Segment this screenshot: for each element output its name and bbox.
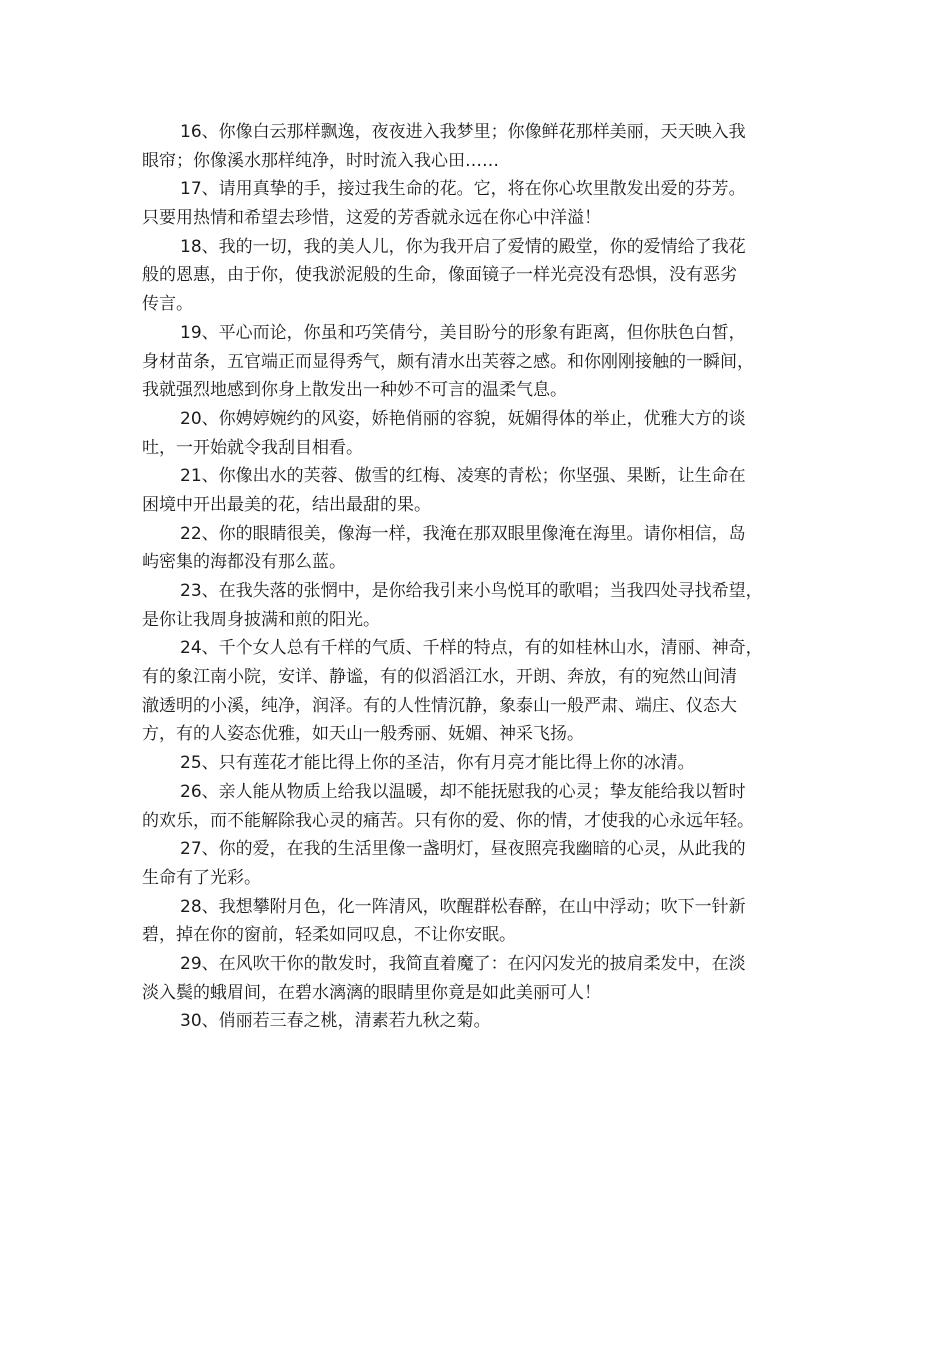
text-line: 困境中开出最美的花，结出最甜的果。 — [142, 494, 431, 515]
text-line: 26、亲人能从物质上给我以温暖，却不能抚慰我的心灵；挚友能给我以暂时 — [180, 781, 746, 802]
text-line: 24、千个女人总有千样的气质、千样的特点，有的如桂林山水，清丽、神奇， — [180, 638, 763, 659]
text-line: 21、你像出水的芙蓉、傲雪的红梅、凌寒的青松；你坚强、果断，让生命在 — [180, 466, 746, 487]
text-line: 只要用热情和希望去珍惜，这爱的芳香就永远在你心中洋溢！ — [142, 208, 601, 229]
text-line: 28、我想攀附月色，化一阵清风，吹醒群松春醉，在山中浮动；吹下一针新 — [180, 896, 746, 917]
text-line: 我就强烈地感到你身上散发出一种妙不可言的温柔气息。 — [142, 380, 567, 401]
text-line: 眼帘；你像溪水那样纯净，时时流入我心田…… — [142, 150, 499, 171]
text-line: 屿密集的海都没有那么蓝。 — [142, 552, 346, 573]
text-line: 澈透明的小溪，纯净，润泽。有的人性情沉静，象泰山一般严肃、端庄、仪态大 — [142, 695, 737, 716]
text-line: 生命有了光彩。 — [142, 867, 261, 888]
text-line: 23、在我失落的张惘中，是你给我引来小鸟悦耳的歌唱；当我四处寻找希望， — [180, 581, 763, 601]
text-line: 29、在风吹干你的散发时，我简直着魔了：在闪闪发光的披肩柔发中，在淡 — [180, 953, 746, 974]
text-line: 是你让我周身披满和煎的阳光。 — [142, 609, 380, 630]
text-line: 淡入鬓的蛾眉间，在碧水漓漓的眼睛里你竟是如此美丽可人！ — [142, 982, 601, 1003]
text-line: 20、你娉婷婉约的风姿，娇艳俏丽的容貌，妩媚得体的举止，优雅大方的谈 — [180, 408, 746, 429]
document-body — [142, 118, 802, 1036]
text-line: 方，有的人姿态优雅，如天山一般秀丽、妩媚、神采飞扬。 — [142, 724, 584, 745]
text-line: 般的恩惠，由于你，使我淤泥般的生命，像面镜子一样光亮没有恐惧，没有恶劣 — [142, 265, 737, 286]
text-line: 16、你像白云那样飘逸，夜夜进入我梦里；你像鲜花那样美丽，天天映入我 — [180, 122, 746, 142]
text-line: 30、俏丽若三春之桃，清素若九秋之菊。 — [180, 1011, 491, 1032]
text-line: 22、你的眼睛很美，像海一样，我淹在那双眼里像淹在海里。请你相信，岛 — [180, 523, 746, 544]
text-line: 25、只有莲花才能比得上你的圣洁，你有月亮才能比得上你的冰清。 — [180, 753, 695, 774]
text-line: 的欢乐，而不能解除我心灵的痛苦。只有你的爱、你的情，才使我的心永远年轻。 — [142, 810, 754, 831]
text-line: 17、请用真挚的手，接过我生命的花。它，将在你心坎里散发出爱的芬芳。 — [180, 179, 746, 200]
text-line: 有的象江南小院，安详、静谧，有的似滔滔江水，开朗、奔放，有的宛然山间清 — [142, 667, 737, 688]
text-line: 18、我的一切，我的美人儿，你为我开启了爱情的殿堂，你的爱情给了我花 — [180, 236, 746, 257]
text-line: 27、你的爱，在我的生活里像一盏明灯，昼夜照亮我幽暗的心灵，从此我的 — [180, 839, 746, 860]
text-line: 传言。 — [142, 294, 193, 315]
text-line: 碧，掉在你的窗前，轻柔如同叹息，不让你安眠。 — [142, 925, 516, 946]
text-line: 19、平心而论，你虽和巧笑倩兮，美目盼兮的形象有距离，但你肤色白皙， — [180, 322, 746, 343]
text-line: 身材苗条，五官端正而显得秀气，颇有清水出芙蓉之感。和你刚刚接触的一瞬间， — [142, 351, 754, 372]
text-line: 吐，一开始就令我刮目相看。 — [142, 437, 363, 458]
